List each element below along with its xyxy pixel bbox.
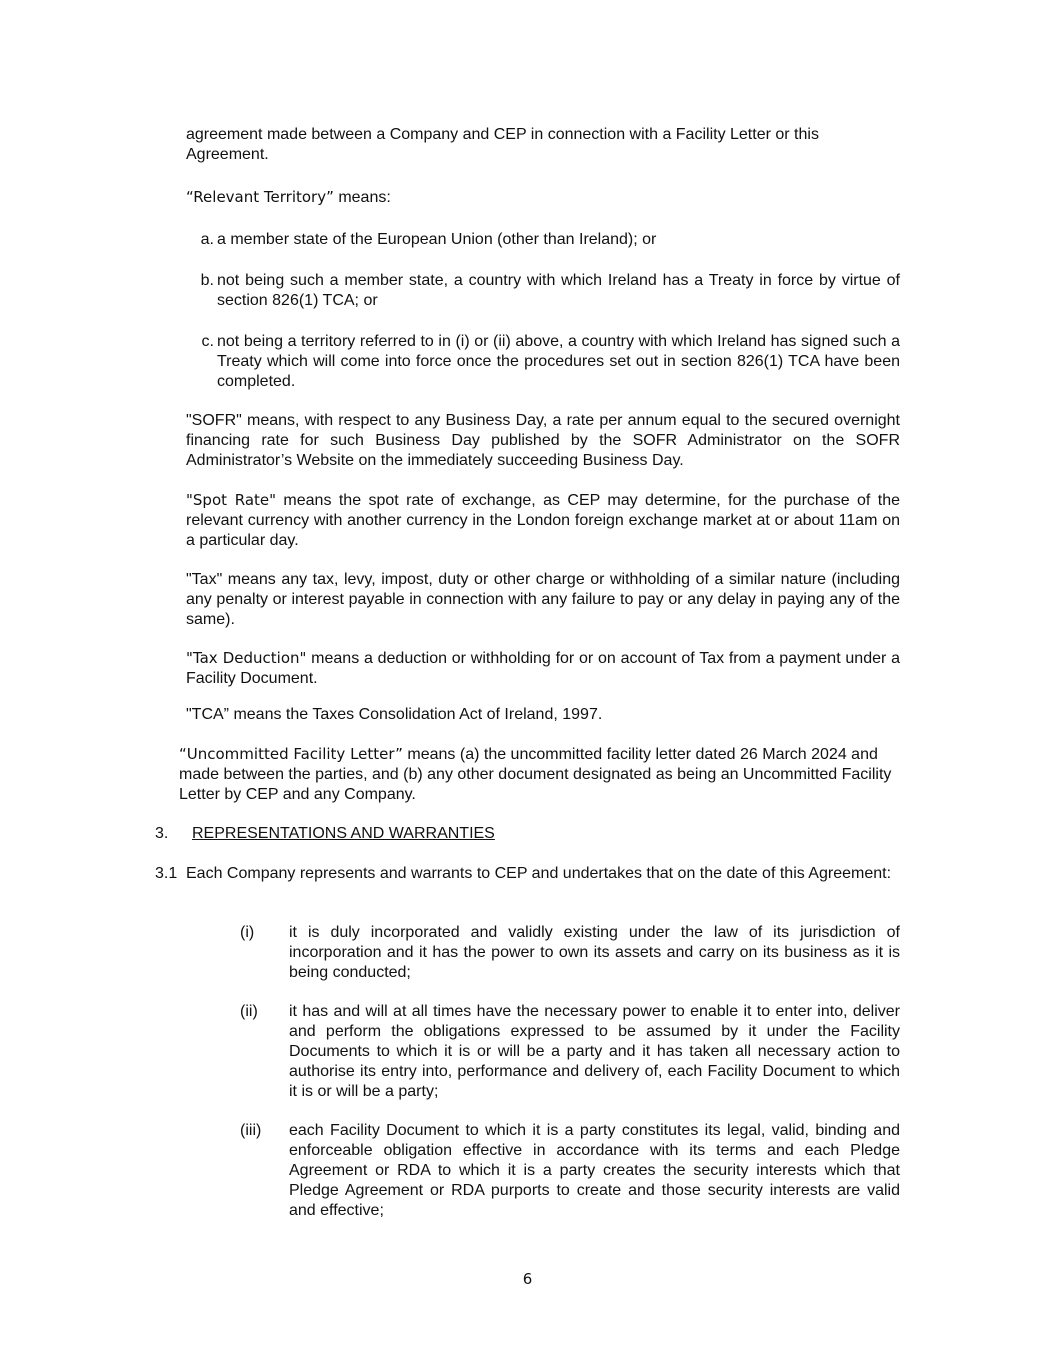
clause-text: Each Company represents and warrants to CEP and undertakes that on the date of this Agreement:	[186, 865, 892, 882]
definition-uncommitted-facility-letter	[179, 744, 901, 805]
list-marker: (ii)	[240, 1003, 258, 1020]
list-item-text: not being a territory referred to in (i) or (ii) above, a country with which Ireland has signed such a Treaty which will come into force once the procedures set out in section 826(1) TCA have been completed.	[217, 333, 900, 390]
list-marker: (iii)	[240, 1122, 262, 1139]
list-marker: b.	[200, 272, 214, 289]
definition-text: means:	[333, 189, 391, 206]
definition-text: means the spot rate of exchange, as CEP may determine, for the purchase of the relevant currency with another currency in the London foreign exchange market at or about 11am on a particular day.	[186, 492, 900, 549]
intro-continuation: agreement made between a Company and CEP in connection with a Facility Letter or this Agreement.	[186, 126, 819, 163]
list-marker: a.	[200, 231, 214, 248]
list-marker: c.	[201, 333, 214, 350]
definition-tax: "Tax" means any tax, levy, impost, duty or other charge or withholding of a similar nature (including any penalty or interest payable in connection with any failure to pay or any delay in paying any of the same).	[186, 571, 900, 628]
defined-term: “Relevant Territory”	[186, 188, 334, 206]
list-item-text: each Facility Document to which it is a party constitutes its legal, valid, binding and enforceable obligation effective in accordance with its terms and each Pledge Agreement or RDA to which it is a party creates the security interests which that Pledge Agreement or RDA purports to create and those security interests are valid and effective;	[289, 1122, 900, 1219]
definition-tca: "TCA” means the Taxes Consolidation Act of Ireland, 1997.	[186, 706, 603, 723]
defined-term: “Uncommitted Facility Letter”	[179, 745, 403, 763]
definition-relevant-territory	[186, 187, 900, 208]
list-item-text: a member state of the European Union (other than Ireland); or	[217, 231, 657, 248]
list-item-text: it has and will at all times have the necessary power to enable it to enter into, deliver and perform the obligations expressed to be assumed by it under the Facility Documents to which it is or will be a party and it has taken all necessary action to authorise its entry into, performance and delivery of, each Facility Document to which it is or will be a party;	[289, 1003, 900, 1100]
clause-number: 3.1	[155, 865, 178, 882]
section-number: 3.	[155, 825, 169, 842]
section-heading: REPRESENTATIONS AND WARRANTIES	[192, 825, 495, 842]
list-marker: (i)	[240, 924, 255, 941]
page-number: 6	[522, 1270, 533, 1288]
definition-sofr: "SOFR" means, with respect to any Business Day, a rate per annum equal to the secured overnight financing rate for such Business Day published by the SOFR Administrator on the SOFR Administrator’s Website on the immediately succeeding Business Day.	[186, 412, 900, 469]
definition-tax-deduction	[186, 648, 900, 689]
definition-text: means a deduction or withholding for or on account of Tax from a payment under a Facility Document.	[186, 650, 900, 687]
definition-spot-rate	[186, 490, 900, 551]
list-item-text: it is duly incorporated and validly existing under the law of its jurisdiction of incorporation and it has the power to own its assets and carry on its business as it is being conducted;	[289, 924, 900, 981]
list-item-text: not being such a member state, a country with which Ireland has a Treaty in force by virtue of section 826(1) TCA; or	[217, 272, 900, 309]
defined-term: "Tax Deduction"	[186, 649, 307, 667]
defined-term: "Spot Rate"	[186, 491, 277, 509]
definition-text: means (a) the uncommitted facility letter dated 26 March 2024 and made between the parties, and (b) any other document designated as being an Uncommitted Facility Letter by CEP and any Company.	[179, 746, 892, 803]
